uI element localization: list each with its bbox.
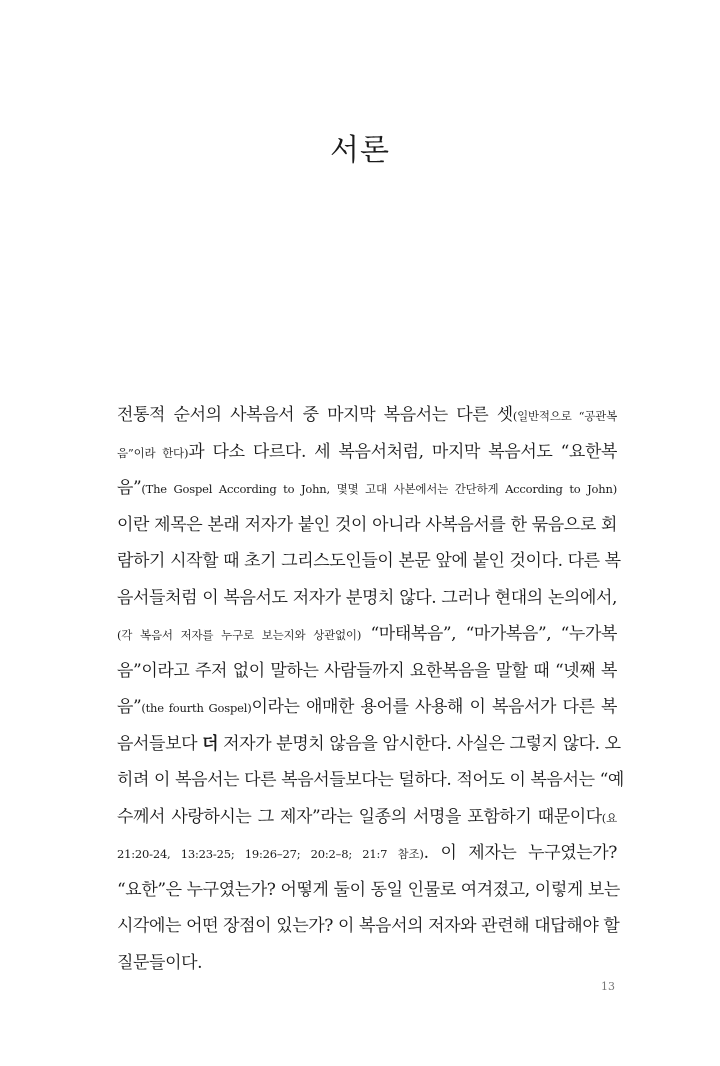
body-text: [117, 397, 624, 981]
text-line: [117, 470, 617, 507]
page-number: 13: [601, 980, 615, 993]
text-line: [117, 397, 617, 434]
body-text-segment: 과 다소 다르다. 세 복음서처럼, 마지막 복음서도 “요한복: [188, 441, 618, 462]
body-text-segment: 전통적 순서의 사복음서 중 마지막 복음서는 다른 셋: [117, 405, 513, 425]
text-line: [117, 543, 621, 580]
body-text-segment: 시각에는 어떤 장점이 있는가? 이 복음서의 저자와 관련해 대답해야 할: [117, 916, 620, 936]
body-text-segment: 수께서 사랑하시는 그 제자”라는 일종의 서명을 포함하기 때문이다: [117, 806, 602, 827]
body-text-segment: 질문들이다.: [117, 952, 203, 973]
body-text-segment: 이란 제목은 본래 저자가 붙인 것이 아니라 사복음서를 한 묶음으로 회: [117, 514, 617, 535]
text-line: [117, 434, 617, 471]
page-title: 서론: [330, 133, 390, 168]
text-line: [117, 872, 620, 909]
body-text-segment: . 이 제자는 누구였는가?: [423, 843, 617, 863]
body-text-segment: 저자가 분명치 않음을 암시한다. 사실은 그렇지 않다. 오: [218, 733, 621, 754]
text-line: [117, 908, 620, 945]
body-text-segment: 람하기 시작할 때 초기 그리스도인들이 본문 앞에 붙인 것이다. 다른 복: [117, 551, 621, 571]
body-text-segment: 음서들보다: [117, 733, 203, 754]
text-line: [117, 580, 617, 617]
body-text-segment: 음”: [117, 697, 142, 717]
body-text-segment: 음”이라고 주저 없이 말하는 사람들까지 요한복음을 말할 때 “넷째 복: [117, 660, 617, 681]
parenthetical-text: (각 복음서 저자를 누구로 보는지와 상관없이): [117, 628, 362, 642]
text-line: [117, 507, 617, 544]
text-line: [117, 689, 617, 726]
body-text-segment: “마태복음”, “마가복음”, “누가복: [361, 624, 617, 644]
text-line: [117, 653, 617, 690]
body-text-segment: 음”: [117, 478, 142, 498]
parenthetical-text: (The Gospel According to John, 몇몇 고대 사본에서는 간단하게 According to John): [141, 482, 617, 496]
text-line: [117, 799, 617, 836]
body-text-segment: 음서들처럼 이 복음서도 저자가 분명치 않다. 그러나 현대의 논의에서,: [117, 587, 617, 608]
text-line: [117, 835, 617, 872]
parenthetical-text: (the fourth Gospel): [141, 701, 252, 715]
body-text-segment: “요한”은 누구였는가? 어떻게 둘이 동일 인물로 여겨졌고, 이렇게 보는: [117, 879, 620, 900]
text-line: [117, 762, 624, 799]
emphasis-text: 더: [202, 733, 219, 754]
body-text-segment: 히려 이 복음서는 다른 복음서들보다는 덜하다. 적어도 이 복음서는 “예: [117, 770, 624, 790]
parenthetical-text: (요: [601, 810, 617, 825]
text-line: [117, 726, 621, 763]
body-text-segment: 이라는 애매한 용어를 사용해 이 복음서가 다른 복: [251, 697, 617, 717]
parenthetical-text: 21:20-24, 13:23-25; 19:26–27; 20:2–8; 21:7 참조): [117, 847, 424, 861]
text-line: [117, 616, 617, 653]
parenthetical-text: 음”이라 한다): [117, 445, 189, 460]
text-line: [117, 945, 617, 982]
parenthetical-text: (일반적으로 “공관복: [512, 409, 617, 423]
